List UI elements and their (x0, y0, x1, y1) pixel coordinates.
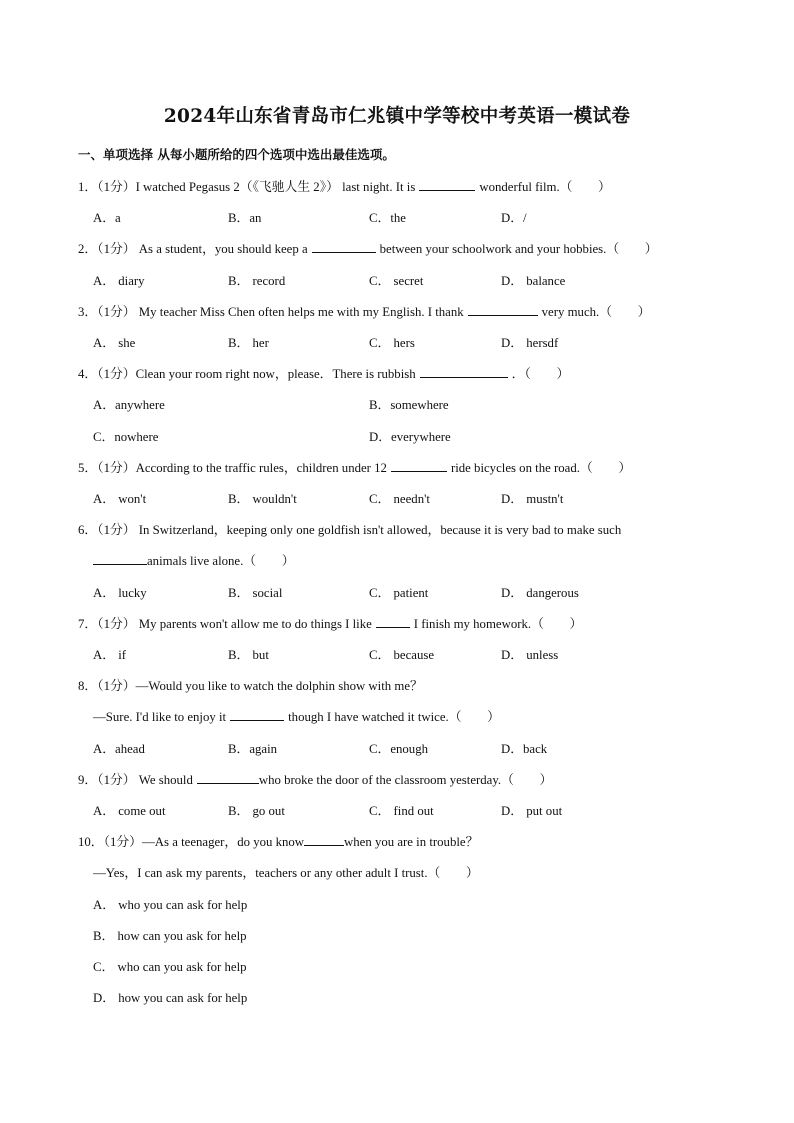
option-a[interactable]: A． lucky (93, 586, 147, 600)
question-1 (78, 176, 611, 195)
answer-blank[interactable] (391, 459, 447, 472)
option-c[interactable]: C． secret (369, 274, 424, 288)
option-c[interactable]: C． who can you ask for help (93, 960, 247, 974)
question-stem: My teacher Miss Chen often helps me with my English. I thank (138, 305, 464, 319)
option-d[interactable]: D． put out (501, 804, 563, 818)
question-stem: According to the traffic rules，children under 12 (135, 461, 387, 475)
answer-blank[interactable] (304, 833, 344, 846)
question-3 (78, 301, 650, 320)
option-d[interactable]: D．/ (501, 211, 527, 225)
question-number: 1．（1分） (78, 180, 136, 194)
option-b[interactable]: B．again (228, 742, 278, 756)
question-stem: —As a teenager，do you know (141, 835, 305, 849)
option-c[interactable]: C． patient (369, 586, 429, 600)
option-c[interactable]: C． because (369, 648, 435, 662)
option-a[interactable]: A．anywhere (93, 398, 165, 412)
question-stem-part: —Sure. I'd like to enjoy it (93, 710, 227, 724)
question-number: 5．（1分） (78, 461, 136, 475)
question-stem-rest: though I have watched it twice.（ ） (288, 710, 500, 724)
option-b[interactable]: B． social (228, 586, 283, 600)
question-stem: We should (138, 773, 193, 787)
question-stem-rest: I finish my homework.（ ） (413, 617, 583, 631)
option-b[interactable]: B．somewhere (369, 398, 449, 412)
option-d[interactable]: D． balance (501, 274, 566, 288)
question-10 (78, 831, 478, 850)
option-a[interactable]: A． come out (93, 804, 166, 818)
option-a[interactable]: A． she (93, 336, 136, 350)
question-stem: —Would you like to watch the dolphin show with me？ (135, 679, 423, 693)
answer-blank[interactable] (312, 240, 376, 253)
question-stem-rest: wonderful film.（ ） (479, 180, 611, 194)
option-d[interactable]: D． dangerous (501, 586, 579, 600)
answer-blank[interactable] (419, 178, 475, 191)
option-d[interactable]: D．back (501, 742, 548, 756)
question-9 (78, 769, 552, 788)
question-6-continued (93, 550, 295, 569)
question-stem: My parents won't allow me to do things I like (138, 617, 372, 631)
option-a[interactable]: A．a (93, 211, 121, 225)
question-stem: As a student，you should keep a (138, 242, 308, 256)
question-4 (78, 363, 569, 382)
question-number: 9．（1分） (78, 773, 136, 787)
option-c[interactable]: C． find out (369, 804, 434, 818)
option-c[interactable]: C．the (369, 211, 406, 225)
option-b[interactable]: B． her (228, 336, 269, 350)
answer-blank[interactable] (376, 615, 410, 628)
question-6 (78, 519, 621, 538)
question-7 (78, 613, 582, 632)
question-stem-rest: who broke the door of the classroom yesterday.（ ） (258, 773, 553, 787)
question-stem: I watched Pegasus 2（《飞驰人生 2》） last night. It is (135, 180, 416, 194)
question-stem-rest: between your schoolwork and your hobbies.（ ） (379, 242, 658, 256)
option-d[interactable]: D． unless (501, 648, 559, 662)
option-b[interactable]: B． go out (228, 804, 285, 818)
option-c[interactable]: C． hers (369, 336, 415, 350)
page-title: 2024年山东省青岛市仁兆镇中学等校中考英语一模试卷 (163, 106, 631, 127)
option-b[interactable]: B． how can you ask for help (93, 929, 247, 943)
option-d[interactable]: D．everywhere (369, 430, 451, 444)
answer-blank[interactable] (420, 365, 508, 378)
option-c[interactable]: C．nowhere (93, 430, 159, 444)
option-a[interactable]: A． won't (93, 492, 147, 506)
question-5 (78, 457, 631, 476)
section-heading: 一、单项选择 从每小题所给的四个选项中选出最佳选项。 (78, 147, 395, 162)
question-stem-rest: very much.（ ） (541, 305, 651, 319)
question-number: 6．（1分） (78, 523, 136, 537)
question-stem: In Switzerland，keeping only one goldfish isn't allowed，because it is very bad to make such (138, 523, 622, 537)
question-8-continued (93, 706, 500, 725)
question-stem-rest: ride bicycles on the road.（ ） (450, 461, 632, 475)
answer-blank[interactable] (197, 771, 259, 784)
question-number: 7．（1分） (78, 617, 136, 631)
question-number: 4．（1分） (78, 367, 136, 381)
option-c[interactable]: C． needn't (369, 492, 430, 506)
question-8 (78, 675, 423, 694)
option-a[interactable]: A． diary (93, 274, 145, 288)
option-a[interactable]: A． who you can ask for help (93, 898, 248, 912)
question-number: 10．（1分） (78, 835, 142, 849)
option-a[interactable]: A． if (93, 648, 127, 662)
option-c[interactable]: C．enough (369, 742, 429, 756)
question-stem-rest: when you are in trouble？ (344, 835, 479, 849)
question-stem: Clean your room right now，please．There is rubbish (135, 367, 416, 381)
option-d[interactable]: D． how you can ask for help (93, 991, 248, 1005)
question-stem-rest: ．（ ） (511, 367, 570, 381)
option-d[interactable]: D． mustn't (501, 492, 564, 506)
question-2 (78, 238, 658, 257)
question-number: 8．（1分） (78, 679, 136, 693)
answer-blank[interactable] (230, 708, 284, 721)
option-b[interactable]: B． wouldn't (228, 492, 297, 506)
option-b[interactable]: B． but (228, 648, 269, 662)
question-stem-rest: animals live alone.（ ） (147, 554, 295, 568)
question-number: 2．（1分） (78, 242, 136, 256)
question-10-continued: —Yes，I can ask my parents，teachers or any other adult I trust.（ ） (93, 866, 479, 880)
answer-blank[interactable] (93, 552, 147, 565)
answer-blank[interactable] (468, 303, 538, 316)
option-a[interactable]: A．ahead (93, 742, 145, 756)
option-b[interactable]: B．an (228, 211, 262, 225)
question-number: 3．（1分） (78, 305, 136, 319)
option-b[interactable]: B． record (228, 274, 286, 288)
option-d[interactable]: D． hersdf (501, 336, 559, 350)
